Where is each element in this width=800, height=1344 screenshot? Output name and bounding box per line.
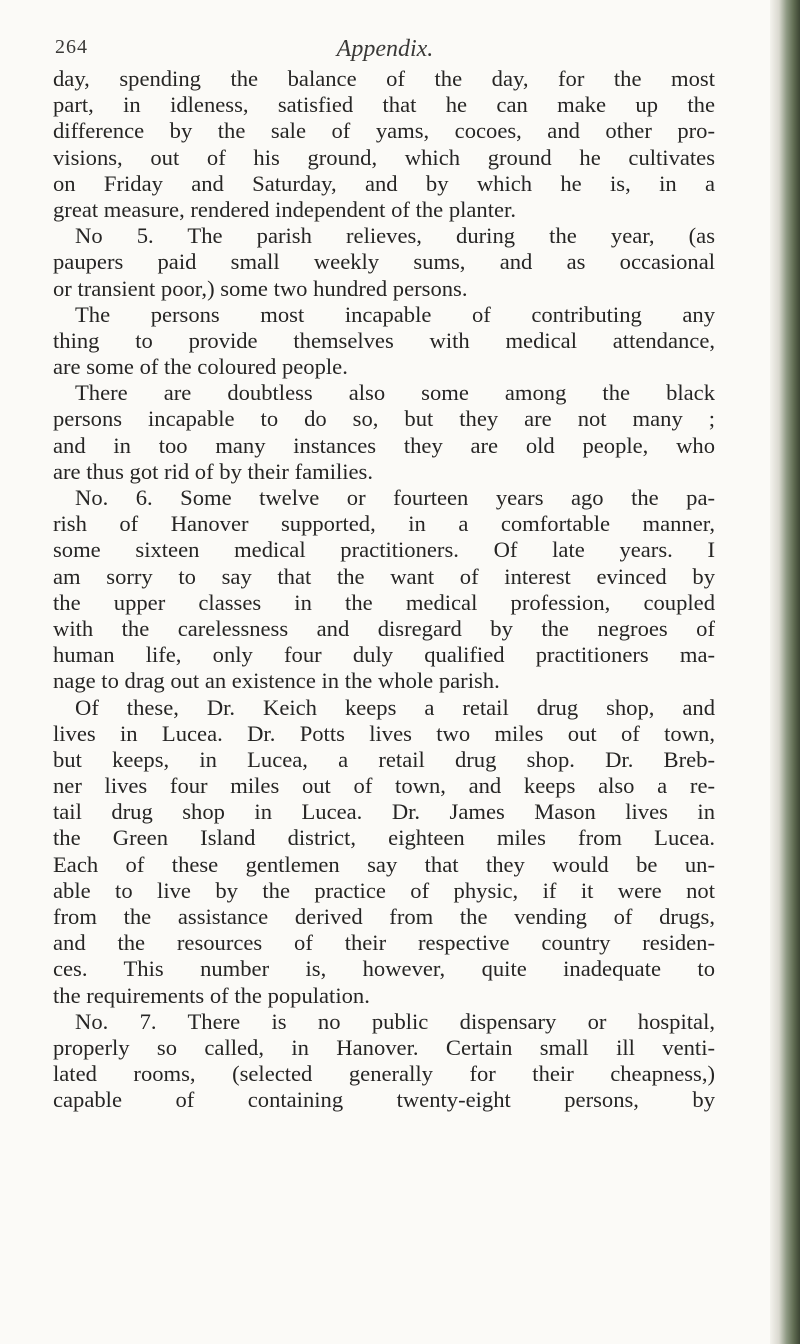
text-line: or transient poor,) some two hundred persons. xyxy=(53,275,468,301)
text-line: the upper classes in the medical profession, coupled xyxy=(53,589,715,615)
text-line: There are doubtless also some among the black xyxy=(75,380,715,406)
text-line: difference by the sale of yams, cocoes, and other pro- xyxy=(53,118,715,144)
text-line: nage to drag out an existence in the whole parish. xyxy=(53,668,500,694)
text-line: Each of these gentlemen say that they would be un- xyxy=(53,851,715,877)
text-line: part, in idleness, satisfied that he can make up the xyxy=(53,92,715,118)
text-line: are thus got rid of by their families. xyxy=(53,458,373,484)
text-line: The persons most incapable of contributing any xyxy=(75,301,715,327)
text-line: ner lives four miles out of town, and keeps also a re- xyxy=(53,773,715,799)
page-edge xyxy=(770,0,800,1344)
text-line: some sixteen medical practitioners. Of late years. I xyxy=(53,537,715,563)
text-line: and the resources of their respective country residen- xyxy=(53,930,715,956)
text-line: No. 6. Some twelve or fourteen years ago the pa- xyxy=(75,485,715,510)
text-line: but keeps, in Lucea, a retail drug shop. Dr. Breb- xyxy=(53,746,715,772)
page-number: 264 xyxy=(55,36,88,58)
text-line: am sorry to say that the want of interest evinced by xyxy=(53,563,715,589)
text-line: rish of Hanover supported, in a comfortable manner, xyxy=(53,511,715,537)
text-line: thing to provide themselves with medical attendance, xyxy=(53,327,715,353)
text-line: persons incapable to do so, but they are not many ; xyxy=(53,406,715,432)
page-header xyxy=(55,36,715,70)
text-line: capable of containing twenty-eight persons, by xyxy=(53,1087,715,1113)
text-line: human life, only four duly qualified practitioners ma- xyxy=(53,642,715,668)
text-line: visions, out of his ground, which ground he cultivates xyxy=(53,144,715,170)
text-line: and in too many instances they are old people, who xyxy=(53,432,715,458)
text-line: Of these, Dr. Keich keeps a retail drug shop, and xyxy=(75,694,715,720)
text-line: the Green Island district, eighteen miles from Lucea. xyxy=(53,825,715,851)
running-head: Appendix. xyxy=(336,36,434,62)
body-text xyxy=(53,66,715,1114)
text-line: ces. This number is, however, quite inadequate to xyxy=(53,956,715,982)
text-line: paupers paid small weekly sums, and as occasional xyxy=(53,249,715,275)
text-line: the requirements of the population. xyxy=(53,982,370,1008)
text-line: on Friday and Saturday, and by which he is, in a xyxy=(53,170,715,196)
text-line: day, spending the balance of the day, for the most xyxy=(53,66,715,91)
text-line: No 5. The parish relieves, during the year, (as xyxy=(75,223,715,249)
text-line: great measure, rendered independent of the planter. xyxy=(53,196,516,222)
text-line: tail drug shop in Lucea. Dr. James Mason lives in xyxy=(53,799,715,825)
text-line: No. 7. There is no public dispensary or hospital, xyxy=(75,1008,715,1034)
text-line: lated rooms, (selected generally for their cheapness,) xyxy=(53,1061,715,1087)
text-line: with the carelessness and disregard by the negroes of xyxy=(53,615,715,641)
text-line: are some of the coloured people. xyxy=(53,354,348,380)
text-line: lives in Lucea. Dr. Potts lives two miles out of town, xyxy=(53,720,715,746)
text-line: able to live by the practice of physic, if it were not xyxy=(53,877,715,903)
text-line: from the assistance derived from the vending of drugs, xyxy=(53,904,715,929)
text-line: properly so called, in Hanover. Certain small ill venti- xyxy=(53,1034,715,1060)
